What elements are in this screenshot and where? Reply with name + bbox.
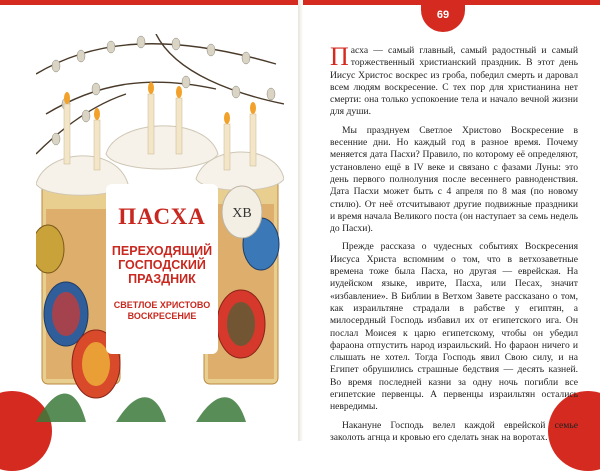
holiday-alt-name: СВЕТЛОЕ ХРИСТОВО ВОСКРЕСЕНИЕ <box>113 300 211 321</box>
kulich-center <box>106 126 218 169</box>
holiday-subtitle: ПЕРЕХОДЯЩИЙ ГОСПОДСКИЙ ПРАЗДНИК <box>111 244 213 286</box>
grass-leaves <box>36 394 246 423</box>
paragraph-2: Мы празднуем Светлое Христово Воскресение в весенние дни. Но каждый год в разное время. Почему меняется дата Пасхи? Правило, по которому её определяют, установлено ещё в IV веке и связано с фазами Луны: это день первого полнолуния после весеннего равноденствия. Дата Пасхи может быть с 4 апреля по 8 мая (по новому стилю). От неё отсчитывают другие подвижные праздники и время начала Великого поста (он наступает за семь недель до Пасхи). <box>330 124 578 235</box>
article-text <box>330 42 578 450</box>
holiday-title: ПАСХА <box>118 204 206 229</box>
page-number: 69 <box>436 9 450 21</box>
drop-cap: П <box>330 42 349 71</box>
page-gutter <box>298 0 303 441</box>
title-card <box>106 190 218 340</box>
paragraph-1 <box>330 42 578 119</box>
paragraph-4: Накануне Господь велел каждой еврейской семье заколоть агнца и кровью его сделать знак на воротах. <box>330 419 578 443</box>
paragraph-3: Прежде рассказа о чудесных событиях Воскресения Иисуса Христа вспомним о том, что в ветхозаветные времена тоже была Пасха, но другая — еврейская. На иудейском языке, иврите, Пасха, или Песах, значит «избавление». В Библии в Ветхом Завете рассказано о том, как израильтяне страдали в рабстве у египтян, а милосердный Господь избавил их от египетского ига. Он послал Моисея к царю египетскому, чтобы он убедил фараона отпустить народ израильский. Но фараон ничего и слышать не хотел. Тогда Господь явил Свою силу, и на Египет обрушились страшные бедствия — десять казней. Во время последней казни за одну ночь погибли все египетские первенцы. А первенцы израильтян остались невредимы. <box>330 241 578 413</box>
xb-egg <box>222 186 262 238</box>
page-number-badge <box>421 0 465 32</box>
paragraph-1-text: асха — самый главный, самый радостный и самый торжественный христианский праздник. В этот день Иисус Христос воскрес из гроба, победил смерть и даровал всем людям воскресение. С тех пор для христианина нет смерти: она только успокоение тела и начало вечной жизни для души. <box>330 45 578 118</box>
egg-letters: ХВ <box>232 206 252 221</box>
